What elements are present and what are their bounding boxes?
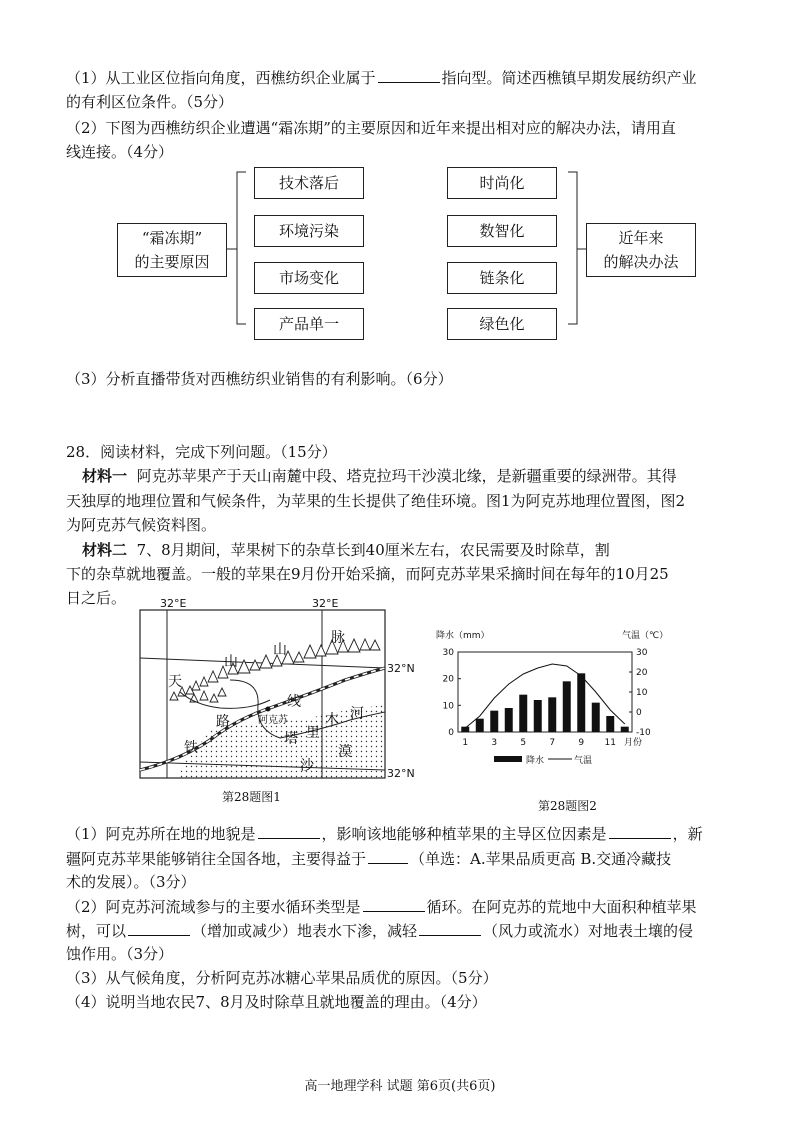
aksu-city-icon [266, 707, 271, 712]
y-left-label: 降水（mm） [436, 631, 490, 641]
map-label: 里 [306, 725, 320, 741]
text: （风力或流水）对地表土壤的侵 [483, 922, 694, 940]
map-label: 河 [350, 706, 364, 722]
precipitation-bar [606, 716, 614, 732]
recent-solutions-box [586, 223, 696, 277]
map-label: 塔 [284, 731, 298, 747]
map-label: 阿克苏 [258, 715, 288, 726]
q28-part3: （3）从气候角度，分析阿克苏冰糖心苹果品质优的原因。（5分） [66, 969, 498, 987]
material1-line3: 为阿克苏气候资料图。 [66, 516, 217, 534]
reason-item[interactable]: 环境污染 [254, 215, 364, 247]
y-right-tick-label: 0 [636, 708, 642, 718]
answer-blank[interactable] [368, 847, 408, 864]
map-label: 路 [216, 714, 230, 730]
text: ，影响该地能够种植苹果的主导区位因素是 [321, 825, 607, 843]
material2-line3: 日之后。 [66, 589, 127, 607]
material2-label: 材料二 [82, 541, 128, 559]
reason-item[interactable]: 技术落后 [254, 167, 364, 199]
lon-label: 32°E [160, 597, 187, 610]
precipitation-bar [548, 697, 556, 732]
y-left-tick-label: 10 [442, 701, 454, 712]
material2-line2: 下的杂草就地覆盖。一般的苹果在9月份开始采摘，而阿克苏苹果采摘时间在每年的10月25 [66, 565, 669, 583]
precipitation-bar [490, 711, 498, 732]
aksu-location-map [140, 597, 415, 790]
q28-part2-line1 [66, 895, 697, 918]
x-tick-label: 5 [520, 738, 527, 748]
q27-part2-line2: 线连接。（4分） [66, 143, 174, 161]
precipitation-bar [505, 708, 513, 732]
precipitation-bar [563, 681, 571, 732]
solution-item[interactable]: 绿色化 [447, 308, 557, 340]
answer-blank[interactable] [258, 822, 320, 839]
map-label: 脉 [331, 630, 345, 646]
text: 循环。在阿克苏的荒地中大面积种植苹果 [426, 898, 697, 916]
map-label: 木 [325, 712, 339, 728]
reason-item[interactable]: 产品单一 [254, 308, 364, 340]
map-label: 山 [273, 642, 287, 658]
precipitation-bar [534, 700, 542, 732]
y-right-tick-label: 30 [636, 648, 648, 658]
y-right-tick-label: 20 [636, 668, 648, 678]
text: 疆阿克苏苹果能够销往全国各地，主要得益于 [66, 850, 367, 868]
map-label: 线 [287, 694, 301, 710]
solution-item[interactable]: 数智化 [447, 215, 557, 247]
q27-part3: （3）分析直播带货对西樵纺织业销售的有利影响。（6分） [66, 370, 453, 388]
y-left-tick-label: 20 [442, 674, 454, 685]
page-footer: 高一地理学科 试题 第6页(共6页) [304, 1079, 496, 1094]
q27-part1-line2: 的有利区位条件。（5分） [66, 93, 234, 111]
y-left-tick-label: 30 [442, 648, 454, 658]
q27-part1-text-a: （1）从工业区位指向角度，西樵纺织企业属于 [66, 69, 376, 87]
frost-period-causes-box [117, 223, 227, 277]
answer-blank[interactable] [363, 895, 425, 912]
plot-frame [458, 652, 632, 732]
q27-part1-text-b: 指向型。简述西樵镇早期发展纺织产业 [441, 69, 697, 87]
material1-line2: 天独厚的地理位置和气候条件，为苹果的生长提供了绝佳环境。图1为阿克苏地理位置图，图2 [66, 492, 686, 510]
x-tick-label: 1 [462, 738, 469, 748]
q28-title: 28．阅读材料，完成下列问题。（15分） [66, 443, 337, 461]
material2-text: 7、8月期间，苹果树下的杂草长到40厘米左右，农民需要及时除草，割 [136, 541, 610, 559]
map-label: 天 [168, 674, 182, 690]
legend-label: 气温 [574, 756, 593, 766]
precipitation-bar [592, 703, 600, 732]
figure2-caption: 第28题图2 [538, 799, 597, 813]
text: （2）阿克苏河流域参与的主要水循环类型是 [66, 898, 361, 916]
material1-text: 阿克苏苹果产于天山南麓中段、塔克拉玛干沙漠北缘，是新疆重要的绿洲带。其得 [136, 467, 677, 485]
matching-bracket-lines [0, 0, 800, 400]
q28-part1-line1 [66, 822, 703, 845]
y-right-label: 气温（℃） [622, 631, 669, 641]
q27-part2-line1: （2）下图为西樵纺织企业遭遇“霜冻期”的主要原因和近年来提出相对应的解决办法，请用直 [66, 119, 676, 137]
right-box-line2: 的解决办法 [603, 253, 679, 271]
x-unit-label: 月份 [624, 738, 643, 748]
y-right-tick-label: -10 [636, 728, 651, 738]
lat-label: 32°N [387, 767, 415, 780]
solution-item[interactable]: 链条化 [447, 262, 557, 294]
left-box-line2: 的主要原因 [134, 253, 210, 271]
legend-bar-swatch [494, 756, 522, 762]
q28-part4: （4）说明当地农民7、8月及时除草且就地覆盖的理由。（4分） [66, 993, 487, 1011]
legend-label: 降水 [526, 756, 545, 766]
lat-label: 32°N [387, 662, 415, 675]
text: 树，可以 [66, 922, 127, 940]
climate-chart [436, 620, 676, 800]
q28-part1-line2 [66, 847, 671, 870]
precipitation-bar [519, 695, 527, 732]
answer-blank[interactable] [128, 919, 190, 936]
x-tick-label: 3 [491, 738, 498, 748]
text: ，新 [672, 825, 703, 843]
map-label: 沙 [300, 758, 314, 774]
answer-blank[interactable] [609, 822, 671, 839]
material1-line1 [82, 465, 677, 487]
material1-label: 材料一 [82, 467, 128, 485]
precipitation-bar [476, 719, 484, 732]
precipitation-bar [577, 673, 585, 732]
temperature-line [465, 664, 625, 728]
text: （单选：A.苹果品质更高 B.交通冷藏技 [410, 850, 672, 868]
answer-blank[interactable] [419, 919, 481, 936]
x-tick-label: 11 [604, 738, 616, 748]
lon-label: 32°E [312, 597, 339, 610]
reason-item[interactable]: 市场变化 [254, 262, 364, 294]
right-box-line1: 近年来 [618, 229, 664, 247]
map-label: 山 [224, 654, 238, 670]
left-box-line1: “霜冻期” [141, 229, 203, 247]
text: （增加或减少）地表水下渗，减轻 [192, 922, 418, 940]
figure1-caption: 第28题图1 [222, 790, 281, 804]
q28-part2-line3: 蚀作用。（3分） [66, 945, 174, 963]
q28-part2-line2 [66, 919, 693, 942]
x-tick-label: 7 [549, 738, 556, 748]
map-label: 铁 [184, 740, 198, 756]
q28-part1-line3: 术的发展）。（3分） [66, 873, 196, 891]
material2-line1 [82, 539, 610, 561]
text: （1）阿克苏所在地的地貌是 [66, 825, 256, 843]
x-tick-label: 9 [578, 738, 585, 748]
solution-item[interactable]: 时尚化 [447, 167, 557, 199]
map-label: 漠 [338, 744, 352, 760]
y-left-tick-label: 0 [448, 728, 454, 738]
y-right-tick-label: 10 [636, 688, 648, 698]
precipitation-bar [621, 727, 629, 732]
